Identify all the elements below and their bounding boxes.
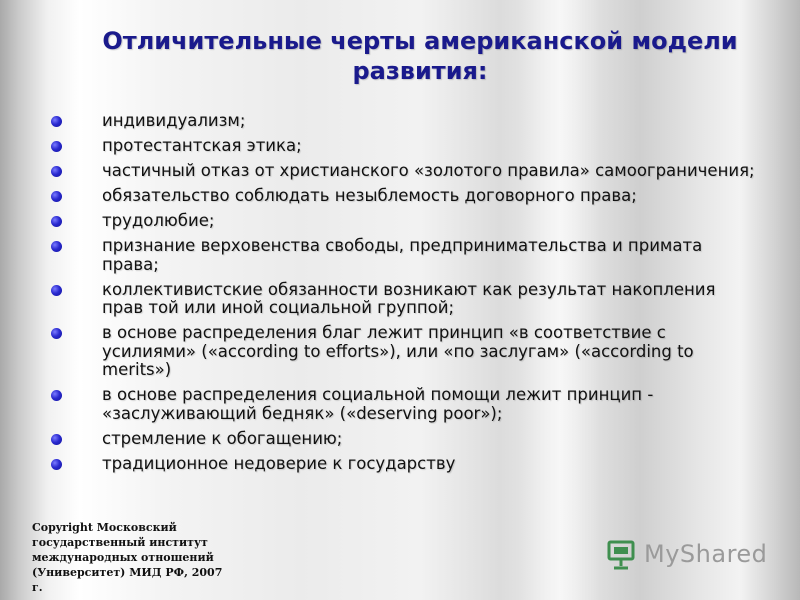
list-item [48,455,758,474]
list-item-text: обязательство соблюдать незыблемость договорного права; [102,186,637,205]
list-item-text: признание верховенства свободы, предпринимательства и примата права; [102,236,703,274]
list-item [48,187,758,206]
slide-title: Отличительные черты американской модели развития: [102,27,738,85]
list-item [48,430,758,449]
logo-text: MyShared [644,540,768,568]
bullet-dot-icon [51,166,62,177]
list-item [48,281,758,318]
bullet-dot-icon [51,191,62,202]
list-item-text: индивидуализм; [102,111,246,130]
list-item-text: протестантская этика; [102,136,302,155]
bullet-list [48,112,758,480]
bullet-dot-icon [51,390,62,401]
list-item [48,324,758,380]
list-item [48,386,758,423]
list-item-text: стремление к обогащению; [102,428,343,448]
list-item-text: традиционное недоверие к государству [102,453,456,473]
copyright-note: Copyright Московский государственный институт международных отношений (Университет) МИД РФ, 2007 г. [32,521,223,594]
bullet-dot-icon [51,216,62,227]
bullet-dot-icon [51,328,62,339]
bullet-dot-icon [51,285,62,296]
bullet-dot-icon [51,116,62,127]
presentation-board-icon [606,537,640,571]
bullet-dot-icon [51,241,62,252]
list-item [48,237,758,274]
list-item [48,112,758,131]
bullet-dot-icon [51,141,62,152]
list-item-text: в основе распределения благ лежит принцип «в соответствие с усилиями» («according to efforts»), или «по заслугам» («according to merits») [102,323,694,379]
list-item [48,162,758,181]
list-item-text: в основе распределения социальной помощи лежит принцип - «заслуживающий бедняк» («deserving poor»); [102,385,654,423]
list-item-text: частичный отказ от христианского «золотого правила» самоограничения; [102,161,755,180]
bullet-dot-icon [51,459,62,470]
myshared-logo[interactable] [606,537,767,571]
bullet-dot-icon [51,434,62,445]
list-item [48,212,758,231]
list-item-text: коллективистские обязанности возникают как результат накопления прав той или иной социальной группой; [102,279,716,317]
list-item [48,137,758,156]
list-item-text: трудолюбие; [102,211,215,230]
